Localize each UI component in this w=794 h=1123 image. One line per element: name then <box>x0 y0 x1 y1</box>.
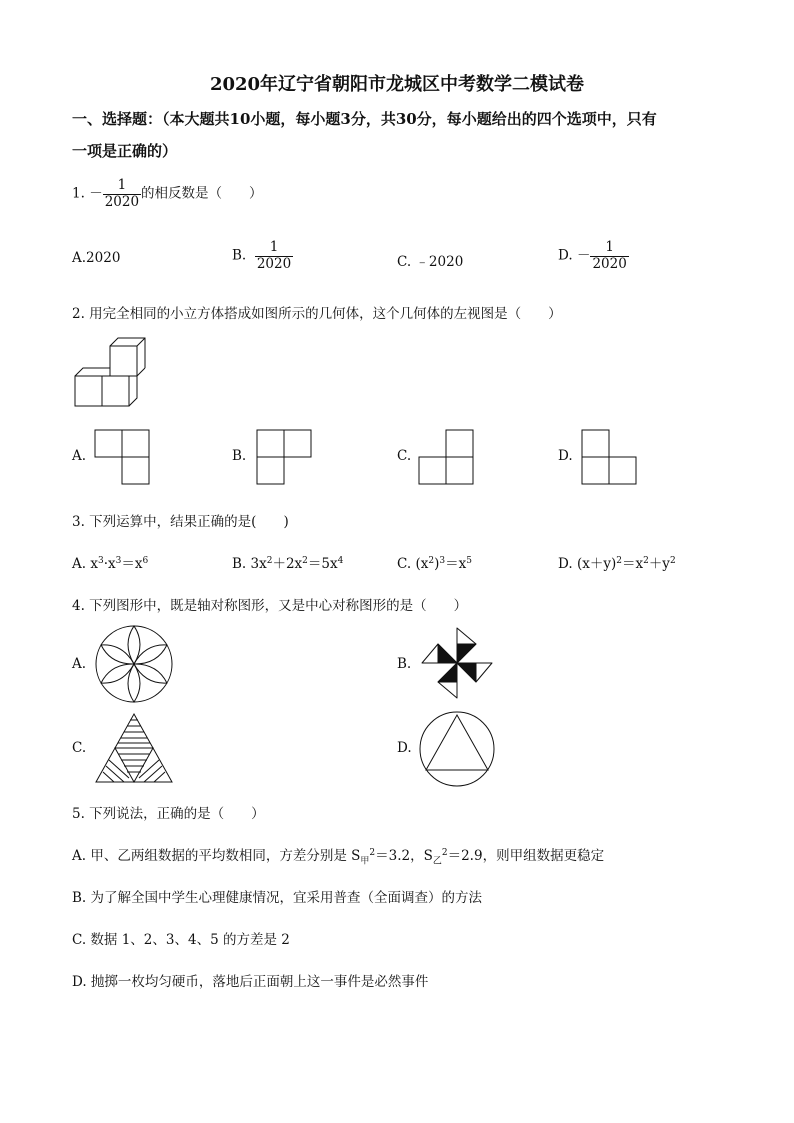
exponent: 2 <box>302 556 308 566</box>
numerator: 1 <box>605 239 614 255</box>
q5-option-d[interactable]: D. 抛掷一枚均匀硬币，落地后正面朝上这一事件是必然事件 <box>72 974 429 990</box>
exponent: 2 <box>616 556 622 566</box>
q1-option-d[interactable] <box>558 240 629 272</box>
q4-option-a[interactable]: A. <box>72 656 87 672</box>
exponent: 3 <box>97 556 104 566</box>
question-1-number: 1. <box>72 185 85 202</box>
exponent: 2 <box>669 556 676 566</box>
question-5: 5. 下列说法，正确的是（ ） <box>72 806 265 822</box>
denominator: 2020 <box>256 255 292 272</box>
option-label: A. <box>72 250 87 266</box>
page-title: 2020年辽宁省朝阳市龙城区中考数学二模试卷 <box>209 74 585 95</box>
view-d-figure <box>581 429 639 485</box>
denominator: 2020 <box>592 255 627 272</box>
option-text: ＝2.9，则甲组数据更稳定 <box>447 848 605 864</box>
option-label: C. <box>397 556 412 572</box>
question-2: 2. 用完全相同的小立方体搭成如图所示的几何体，这个几何体的左视图是（ ） <box>72 306 562 322</box>
expr-part: ＝x <box>121 556 143 572</box>
exponent: 5 <box>466 556 472 566</box>
q5-option-b[interactable]: B. 为了解全国中学生心理健康情况，宜采用普查（全面调查）的方法 <box>72 890 483 906</box>
q2-option-c[interactable]: C. <box>397 448 412 464</box>
option-text: ﹣2020 <box>415 254 464 270</box>
q2-option-b[interactable]: B. <box>232 448 247 464</box>
q5-option-a[interactable] <box>72 844 605 867</box>
section-heading-cont: 一项是正确的） <box>72 142 178 160</box>
circle-triangle-figure <box>418 710 496 788</box>
question-1 <box>72 178 263 210</box>
q3-option-d[interactable] <box>558 552 676 572</box>
option-text: 2020 <box>86 250 121 266</box>
exponent: 2 <box>643 556 649 566</box>
option-label: A. <box>72 556 87 572</box>
fraction <box>255 240 293 272</box>
hatched-triangle-figure <box>94 712 174 784</box>
exponent: 2 <box>369 848 376 858</box>
numerator: 1 <box>117 177 127 193</box>
option-label: D. <box>558 247 573 264</box>
exponent: 2 <box>428 556 435 566</box>
expr-part: ＝x <box>621 556 644 572</box>
exponent: 3 <box>439 556 446 566</box>
view-b-figure <box>256 429 314 485</box>
flower-circle-figure <box>94 624 174 704</box>
exponent: 6 <box>142 556 149 566</box>
expr-part: ＋y <box>648 556 670 572</box>
exponent: 2 <box>441 848 448 858</box>
numerator: 1 <box>269 239 279 255</box>
expr-part: ＝x <box>445 556 467 572</box>
option-label: C. <box>397 254 412 270</box>
minus-sign: － <box>89 185 103 202</box>
subscript: 甲 <box>360 856 370 867</box>
cube-stack-figure <box>70 330 150 412</box>
view-c-figure <box>418 429 476 485</box>
pinwheel-figure <box>418 624 496 702</box>
minus-sign: － <box>576 247 591 264</box>
exponent: 3 <box>115 556 122 566</box>
expr-part: ＝5x <box>307 556 338 572</box>
denominator: 2020 <box>104 193 140 210</box>
expr-part: 3x <box>250 556 267 572</box>
option-label: B. <box>232 247 247 264</box>
option-text: A. 甲、乙两组数据的平均数相同，方差分别是 S <box>72 848 361 864</box>
q4-option-c[interactable]: C. <box>72 740 87 756</box>
subscript: 乙 <box>432 856 442 867</box>
exponent: 4 <box>337 556 344 566</box>
q4-option-d[interactable]: D. <box>397 740 412 756</box>
q3-option-b[interactable] <box>232 552 343 572</box>
option-text: ＝3.2，S <box>375 848 433 864</box>
option-label: D. <box>558 556 573 572</box>
q3-option-c[interactable] <box>397 552 472 572</box>
exponent: 2 <box>266 556 273 566</box>
question-4: 4. 下列图形中，既是轴对称图形，又是中心对称图形的是（ ） <box>72 598 468 614</box>
view-a-figure <box>94 429 152 485</box>
q1-option-c[interactable] <box>397 250 463 270</box>
q1-option-b[interactable] <box>232 240 293 272</box>
question-1-stem: 的相反数是（ ） <box>141 185 263 202</box>
q1-option-a[interactable] <box>72 250 120 266</box>
question-3: 3. 下列运算中，结果正确的是( ) <box>72 514 289 530</box>
expr-part: ＋2x <box>272 556 303 572</box>
q5-option-c[interactable]: C. 数据 1、2、3、4、5 的方差是 2 <box>72 932 290 948</box>
q2-option-a[interactable]: A. <box>72 448 87 464</box>
expr-part: ·x <box>103 556 116 572</box>
q3-option-a[interactable] <box>72 552 148 572</box>
expr-part: (x＋y) <box>576 556 617 572</box>
option-label: B. <box>232 556 247 572</box>
expr-part: (x <box>415 556 429 572</box>
fraction <box>590 240 628 272</box>
expr-part: ) <box>434 556 440 572</box>
section-heading: 一、选择题：（本大题共10小题，每小题3分，共30分，每小题给出的四个选项中，只有 <box>72 110 657 128</box>
q2-option-d[interactable]: D. <box>558 448 573 464</box>
fraction <box>103 178 141 210</box>
q4-option-b[interactable]: B. <box>397 656 412 672</box>
expr-part: x <box>90 556 98 572</box>
